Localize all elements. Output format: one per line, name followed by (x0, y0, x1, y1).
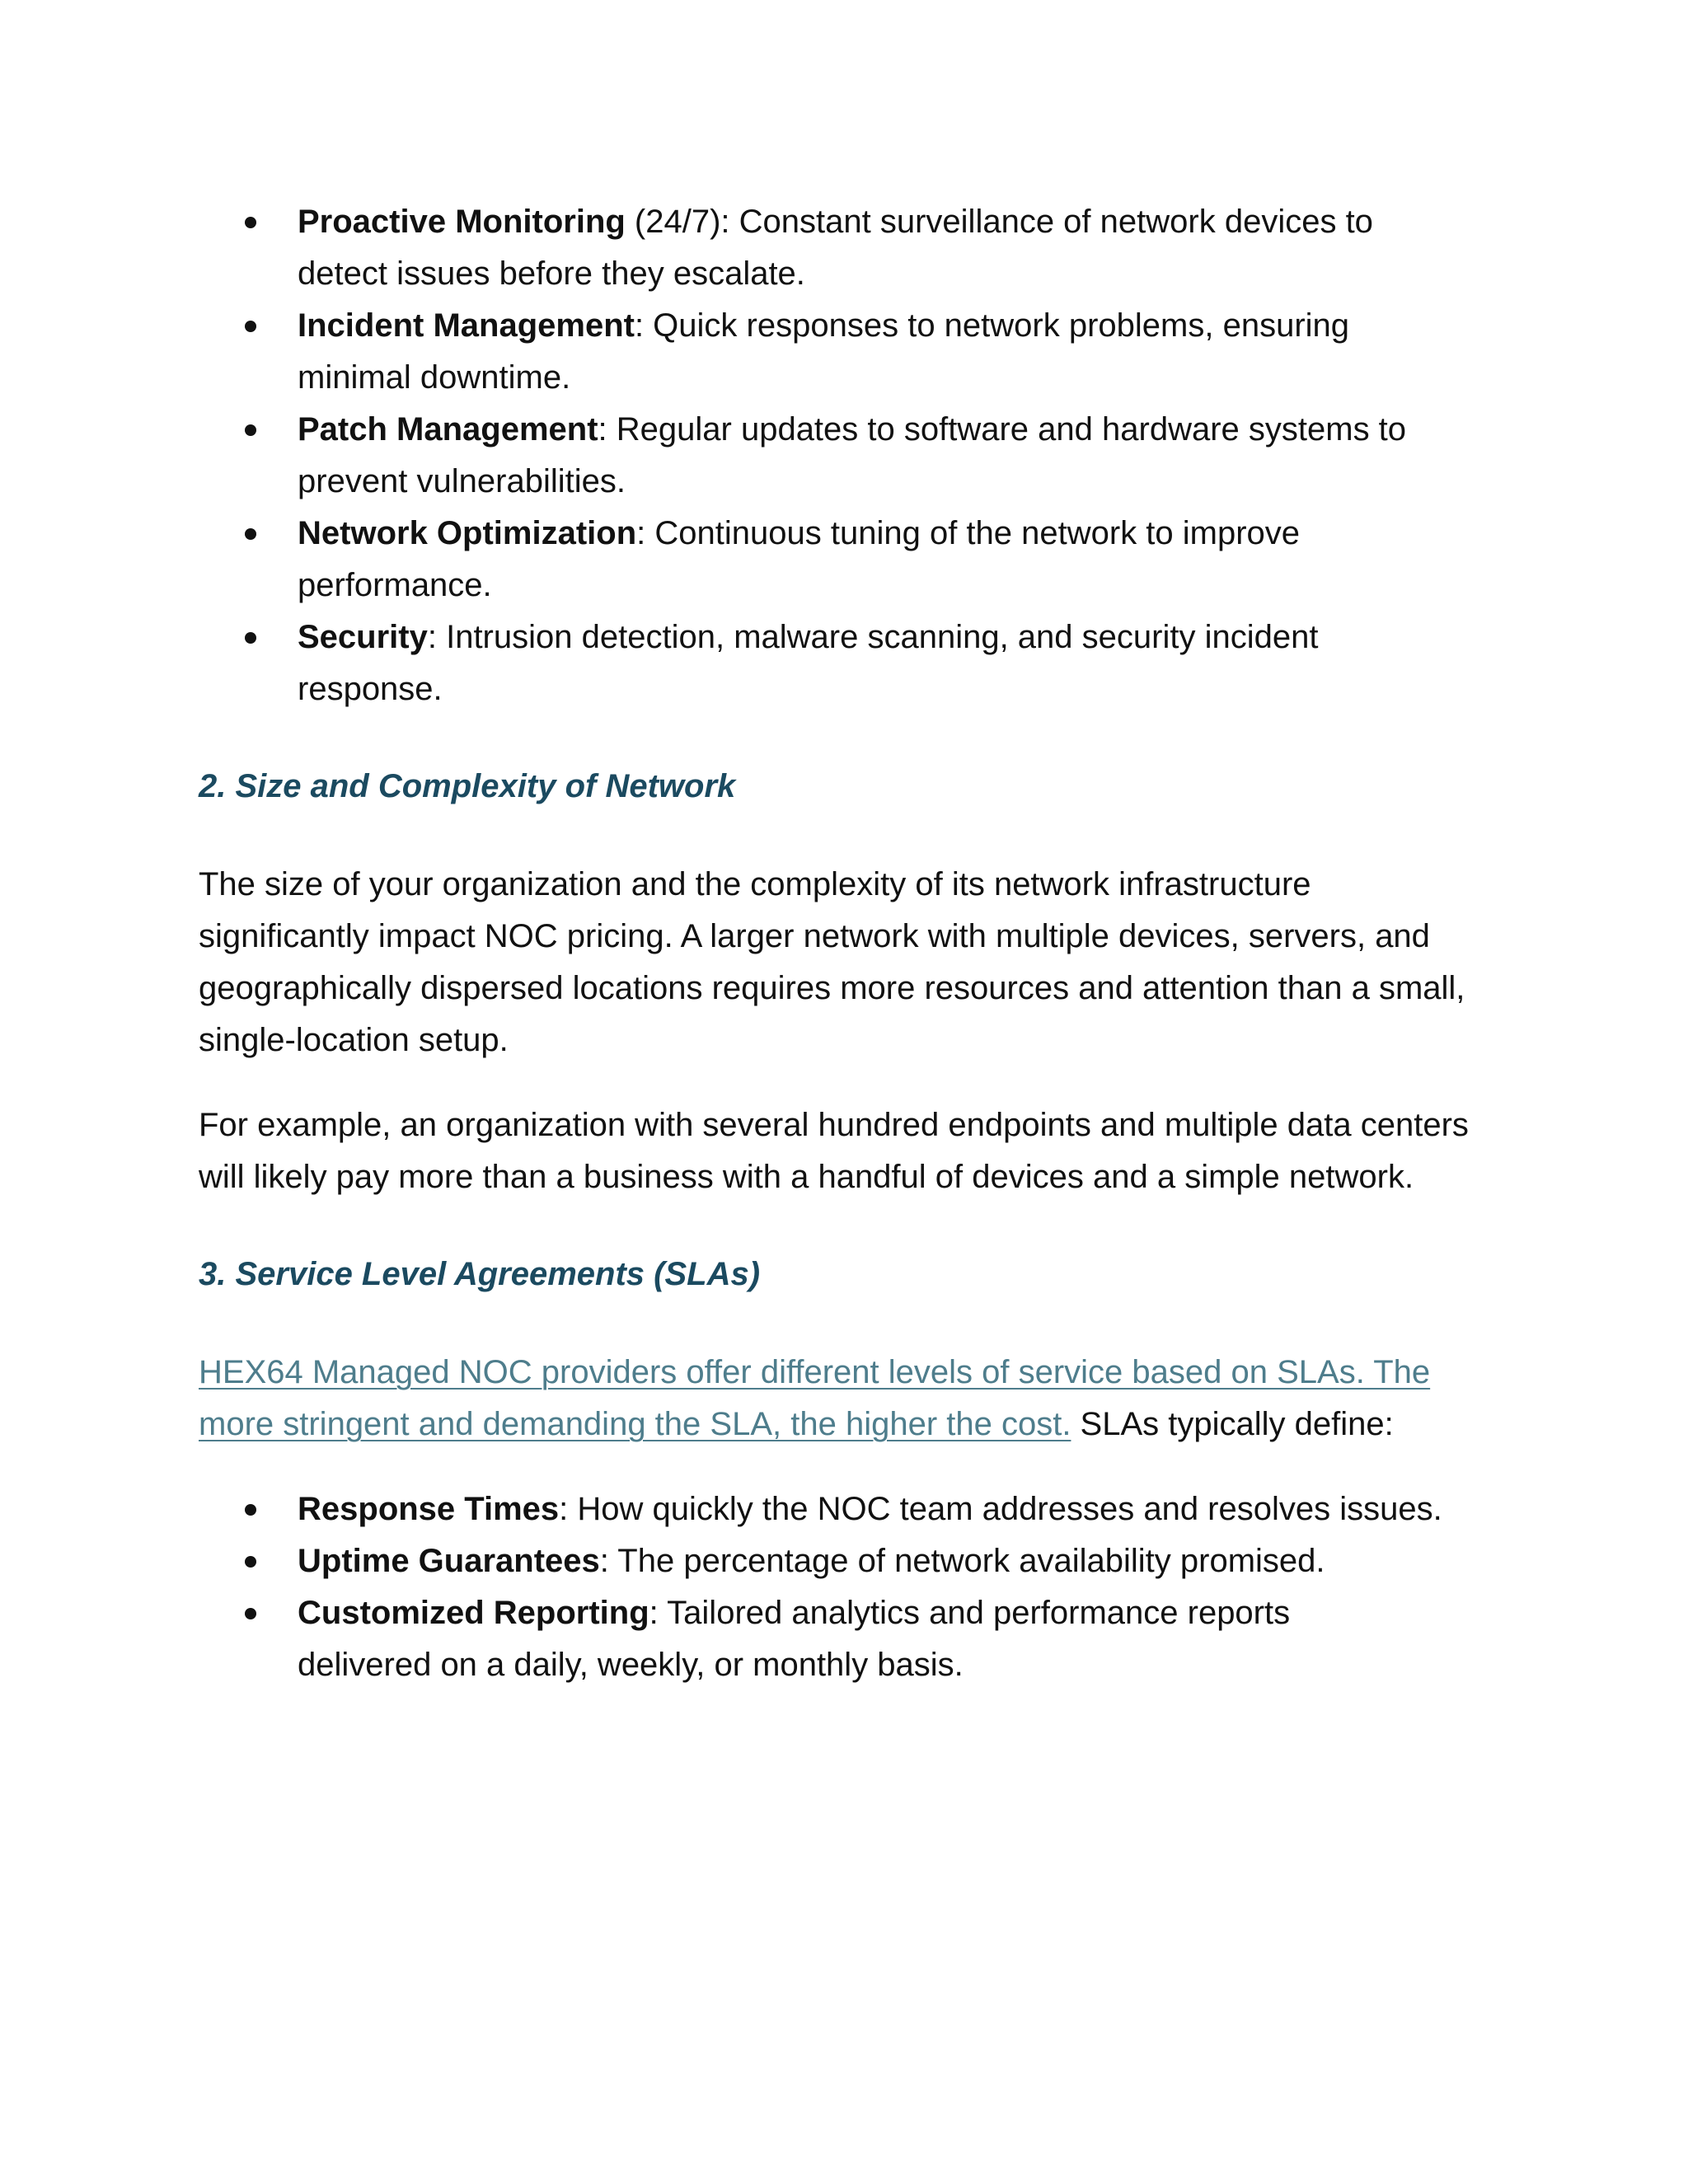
sla-intro-paragraph (199, 1347, 1493, 1451)
list-item-text: : Intrusion detection, malware scanning, and security incident response. (298, 619, 1319, 707)
section-paragraph: For example, an organization with several hundred endpoints and multiple data centers will likely pay more than a business with a handful of devices and a simple network. (199, 1107, 1469, 1195)
list-item-term: Customized Reporting (298, 1595, 649, 1631)
list-item-text: : Continuous tuning of the network to improve performance. (298, 515, 1301, 603)
list-item (199, 1535, 1501, 1587)
bullet-icon (245, 217, 256, 228)
list-item-text: : Quick responses to network problems, ensuring minimal downtime. (298, 307, 1350, 396)
bullet-icon (245, 424, 256, 436)
list-item (199, 612, 1402, 715)
list-item (199, 196, 1402, 300)
bullet-icon (245, 632, 256, 644)
section-heading-size-complexity: 2. Size and Complexity of Network (199, 768, 736, 804)
bullet-icon (245, 528, 256, 540)
list-item-text: : Regular updates to software and hardware systems to prevent vulnerabilities. (298, 411, 1407, 499)
list-item-term: Security (298, 619, 428, 655)
list-item (199, 1587, 1402, 1691)
sla-list (199, 1483, 1501, 1691)
list-item (199, 508, 1402, 612)
list-item-term: Patch Management (298, 411, 598, 448)
bullet-icon (245, 1504, 256, 1516)
list-item (199, 404, 1468, 508)
hex64-noc-link[interactable]: HEX64 Managed NOC providers offer different levels of service based on SLAs. The more stringent and demanding the SLA, the higher the cost. (199, 1354, 1431, 1442)
list-item (199, 1483, 1501, 1535)
list-item-text: : Tailored analytics and performance reports delivered on a daily, weekly, or monthly basis. (298, 1595, 1291, 1683)
list-item-text: : The percentage of network availability promised. (599, 1543, 1325, 1579)
bullet-icon (245, 321, 256, 332)
bullet-icon (245, 1608, 256, 1619)
list-item-term: Proactive Monitoring (298, 204, 626, 240)
list-item-term: Incident Management (298, 307, 635, 344)
list-item-text: : How quickly the NOC team addresses and resolves issues. (559, 1491, 1442, 1527)
list-item-text: (24/7): Constant surveillance of network devices to detect issues before they escalate. (298, 204, 1373, 292)
bullet-icon (245, 1556, 256, 1568)
section-heading-slas: 3. Service Level Agreements (SLAs) (199, 1256, 761, 1292)
services-list (199, 196, 1501, 715)
list-item-term: Uptime Guarantees (298, 1543, 600, 1579)
section-paragraph: The size of your organization and the complexity of its network infrastructure significantly impact NOC pricing. A larger network with multiple devices, servers, and geographically dispersed locations requires more resources and attention than a small, single-location setup. (199, 866, 1465, 1058)
list-item-term: Response Times (298, 1491, 560, 1527)
document-page (199, 196, 1501, 1691)
list-item (199, 300, 1402, 404)
list-item-term: Network Optimization (298, 515, 637, 551)
sla-intro-text: SLAs typically define: (1071, 1406, 1394, 1442)
